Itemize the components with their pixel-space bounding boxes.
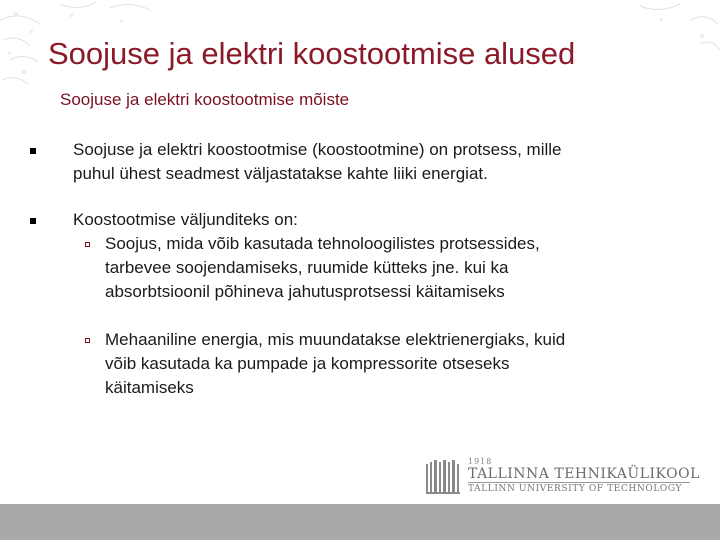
- square-bullet-icon: [30, 218, 36, 224]
- sub-bullet-text-line: Soojus, mida võib kasutada tehnoloogilistes protsessides,: [105, 234, 540, 253]
- bullet-item: [73, 138, 562, 186]
- slide-title: Soojuse ja elektri koostootmise alused: [48, 36, 576, 71]
- sub-bullet-text-line: Mehaaniline energia, mis muundatakse elektrienergiaks, kuid: [105, 330, 566, 349]
- sub-bullet-item: [105, 328, 565, 400]
- bullet-item: [73, 208, 298, 232]
- bullet-text-line: puhul ühest seadmest väljastatakse kahte liiki energiat.: [73, 164, 488, 183]
- sub-bullet-item: [105, 232, 540, 304]
- university-logo: [426, 457, 700, 500]
- square-bullet-icon: [30, 148, 36, 154]
- logo-bars-icon: [426, 460, 462, 494]
- logo-divider: [468, 482, 690, 483]
- sub-bullet-text-line: absorbtsioonil põhineva jahutusprotsessi käitamiseks: [105, 282, 505, 301]
- sub-bullet-text-line: tarbevee soojendamiseks, ruumide kütteks jne. kui ka: [105, 258, 509, 277]
- hollow-square-bullet-icon: [85, 338, 90, 343]
- logo-name: TALLINNA TEHNIKAÜLIKOOL: [468, 466, 700, 482]
- logo-english-name: TALLINN UNIVERSITY OF TECHNOLOGY: [468, 484, 683, 494]
- slide-subtitle: Soojuse ja elektri koostootmise mõiste: [60, 90, 350, 109]
- bullet-text-line: Soojuse ja elektri koostootmise (koostootmine) on protsess, mille: [73, 140, 562, 159]
- logo-year: 1918: [468, 457, 493, 466]
- footer-band: [0, 504, 720, 540]
- bullet-text-line: Koostootmise väljunditeks on:: [73, 210, 298, 229]
- hollow-square-bullet-icon: [85, 242, 90, 247]
- sub-bullet-text-line: võib kasutada ka pumpade ja kompressorite otseseks: [105, 354, 510, 373]
- sub-bullet-text-line: käitamiseks: [105, 378, 194, 397]
